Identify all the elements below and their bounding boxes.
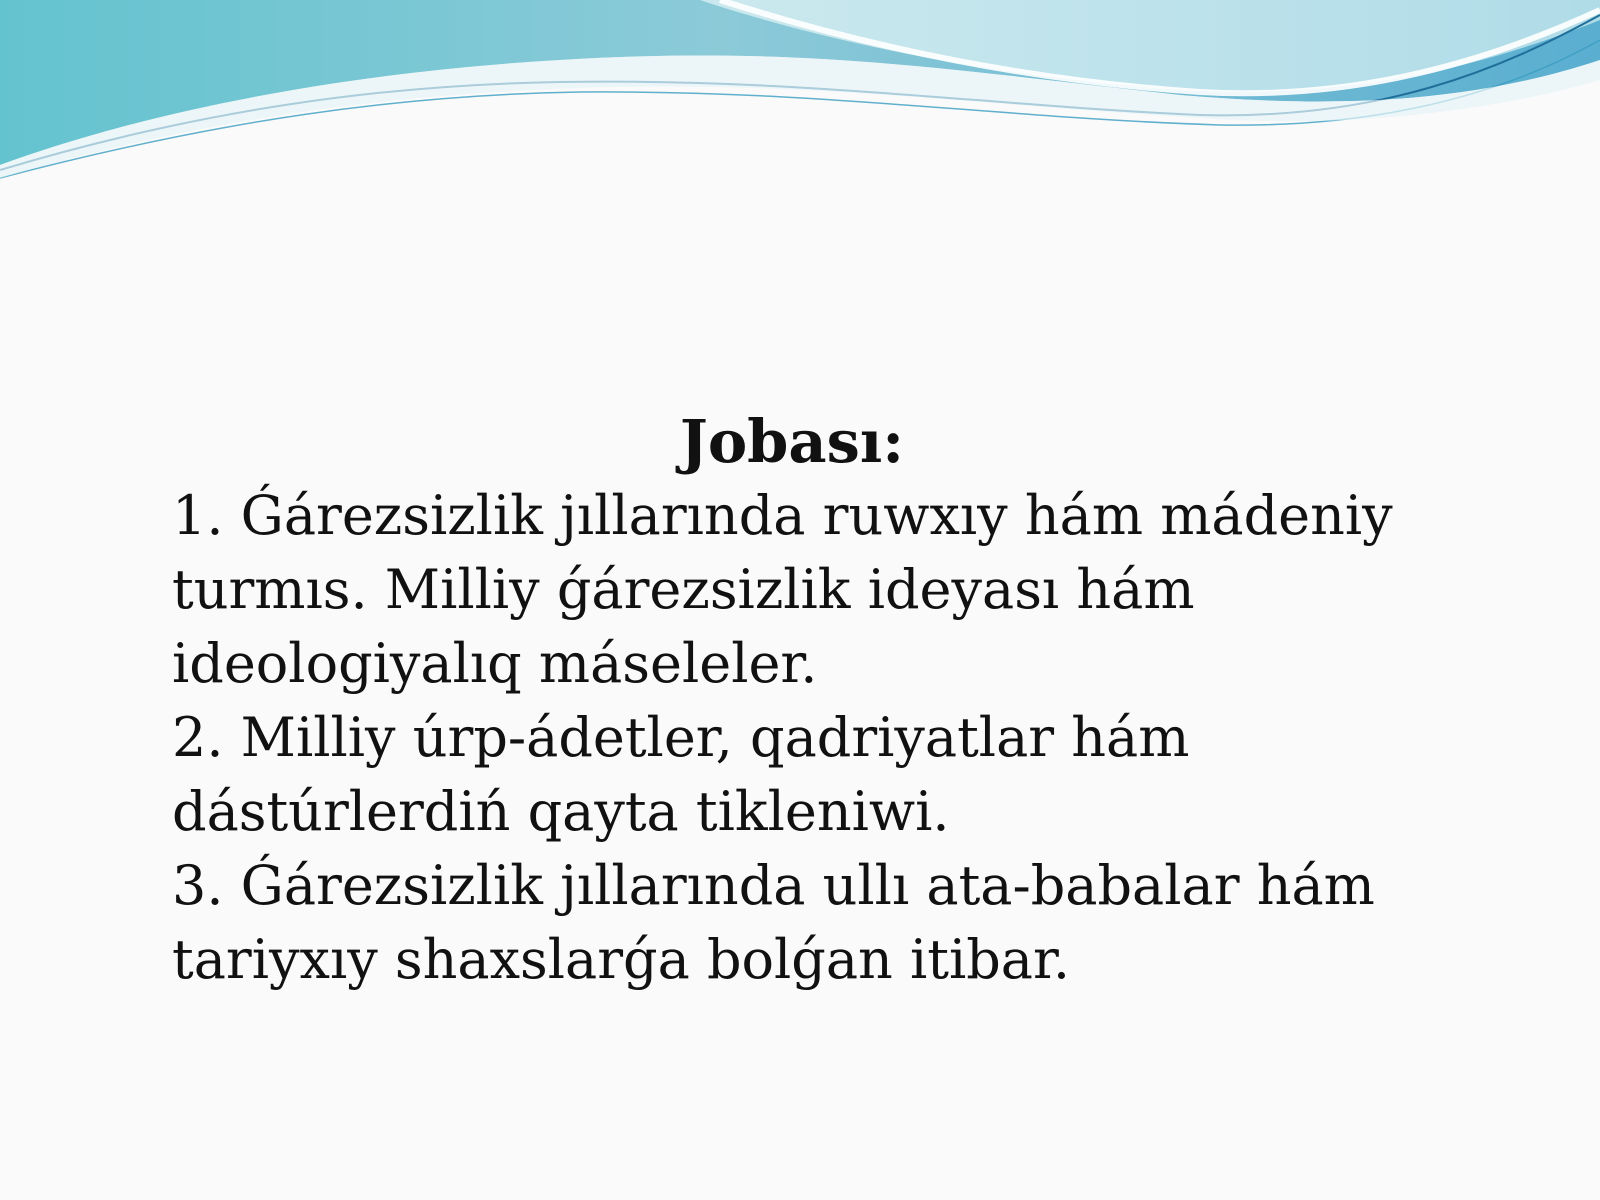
plan-item-1: 1. Ǵárezsizlik jıllarında ruwxıy hám mádeniy turmıs. Milliy ǵárezsizlik ideyası hám ideologiyalıq máseleler. xyxy=(172,484,1393,695)
plan-list xyxy=(172,479,1412,997)
plan-item-2: 2. Milliy úrp-ádetler, qadriyatlar hám dástúrlerdiń qayta tikleniwi. xyxy=(172,706,1190,843)
slide-title: Jobası: xyxy=(679,407,905,476)
plan-item-3: 3. Ǵárezsizlik jıllarında ullı ata-babalar hám tariyxıy shaxslarǵa bolǵan itibar. xyxy=(172,854,1375,991)
decorative-wave-header xyxy=(0,0,1600,200)
slide-content xyxy=(172,405,1412,997)
